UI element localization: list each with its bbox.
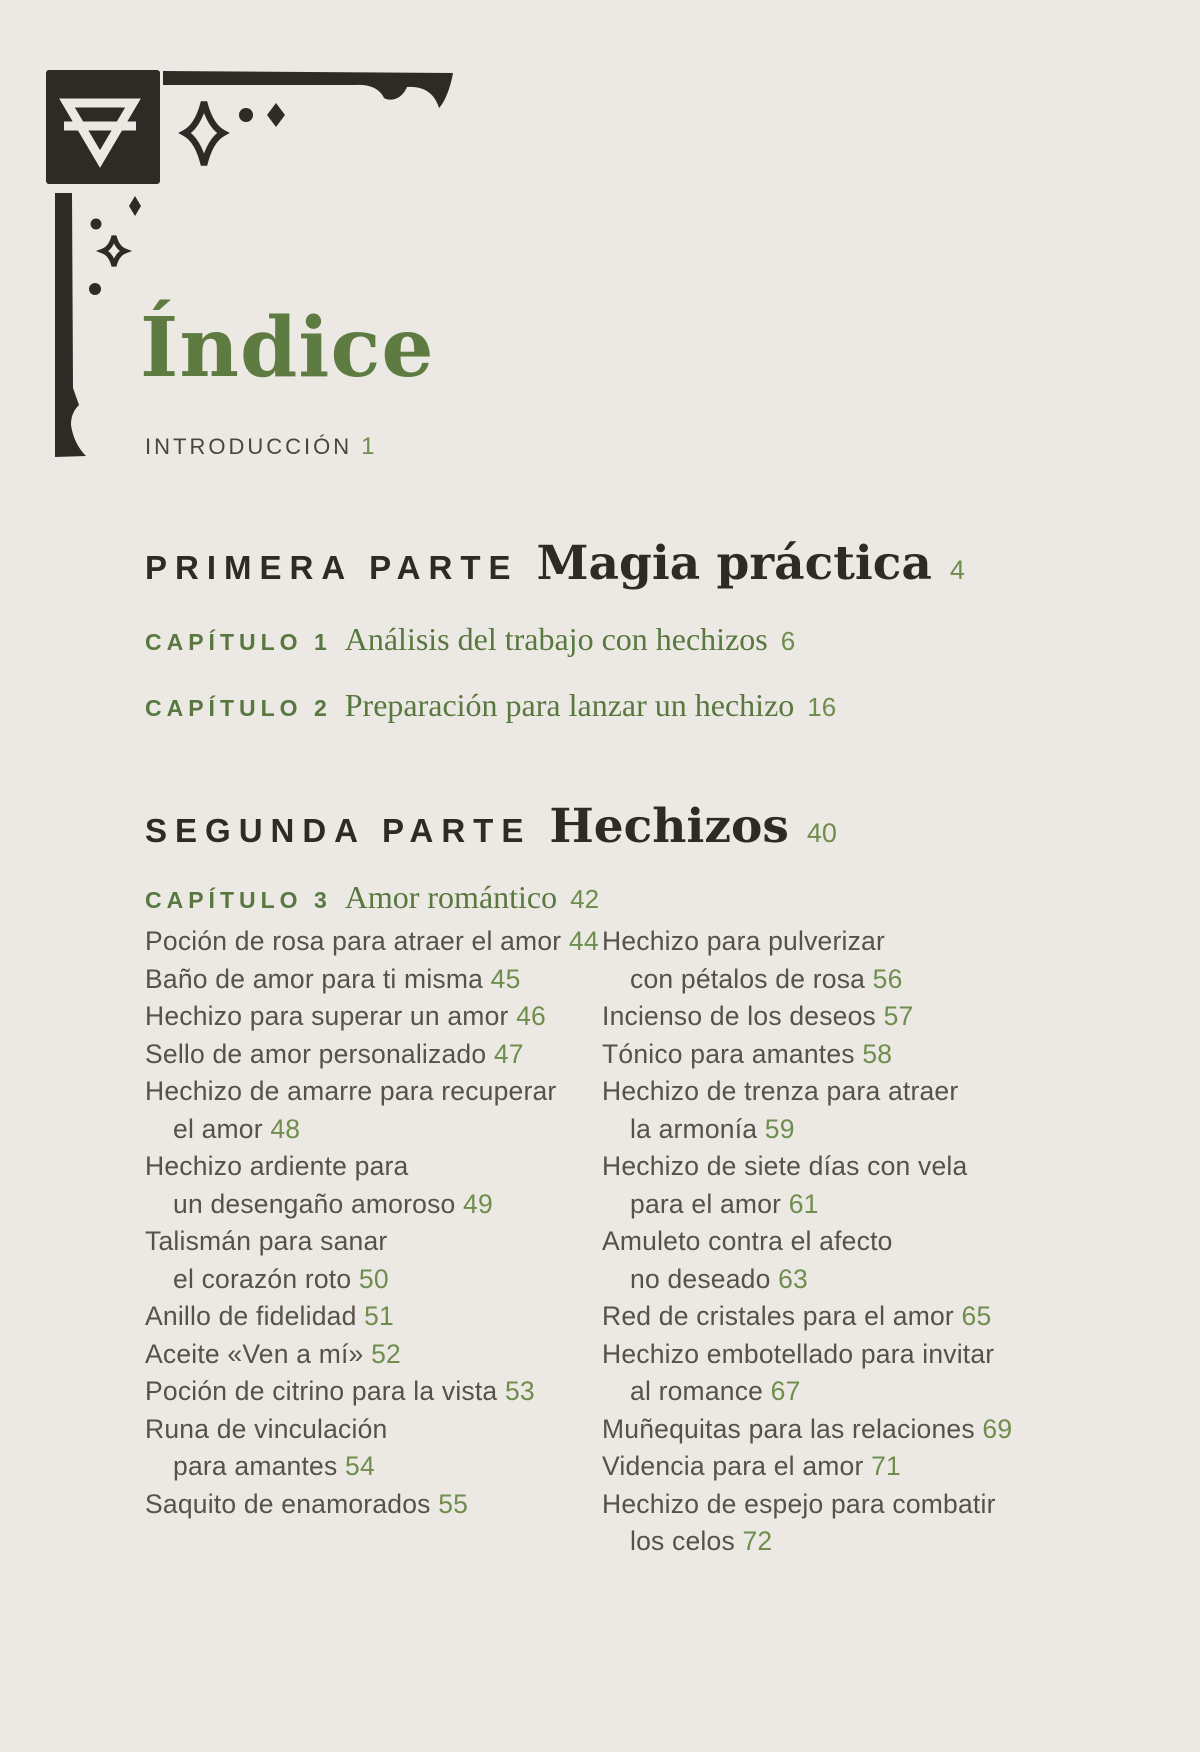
chapter-title: Análisis del trabajo con hechizos xyxy=(344,621,768,657)
toc-page-number: 59 xyxy=(764,1113,795,1144)
toc-entry-text: Aceite «Ven a mí» xyxy=(145,1338,364,1369)
toc-entry-line xyxy=(145,1036,602,1074)
toc-page-number: 53 xyxy=(504,1376,535,1406)
toc-entry-line xyxy=(602,1298,1062,1336)
border-bar-vertical xyxy=(55,193,86,457)
toc-entry-line xyxy=(602,1148,1062,1186)
toc-entry-text: Amuleto contra el afecto xyxy=(602,1226,893,1256)
toc-entry-text: Saquito de enamorados xyxy=(145,1488,431,1519)
toc-entry-text: con pétalos de rosa xyxy=(630,963,866,994)
toc-entry-text: el amor xyxy=(173,1113,263,1144)
toc-entry-text: Hechizo ardiente para xyxy=(145,1151,409,1181)
toc-entry-line xyxy=(602,998,1062,1036)
toc-entry-text: Tónico para amantes xyxy=(602,1038,855,1069)
toc-entry-line xyxy=(602,1373,1062,1411)
toc-entry-text: Hechizo embotellado para invitar xyxy=(602,1338,995,1369)
toc-entry xyxy=(145,1373,602,1411)
toc-entry-text: los celos xyxy=(630,1526,735,1556)
toc-page-number: 50 xyxy=(358,1263,389,1294)
toc-entry-text: Incienso de los deseos xyxy=(602,1001,876,1031)
toc-entry-line xyxy=(602,1036,1062,1074)
toc-entry xyxy=(145,1411,602,1486)
corner-ornament xyxy=(40,58,460,468)
page-title: Índice xyxy=(140,299,435,396)
part-page-number: 4 xyxy=(949,555,965,585)
toc-entry xyxy=(602,923,1062,998)
toc-entry-line xyxy=(145,1111,602,1149)
toc-page-number: 54 xyxy=(345,1451,375,1481)
toc-entry xyxy=(602,1298,1062,1336)
toc-page-number: 65 xyxy=(961,1301,992,1331)
toc-entry-text: la armonía xyxy=(630,1113,758,1144)
toc-entry-text: Talismán para sanar xyxy=(145,1226,388,1256)
toc-entry-text: Videncia para el amor xyxy=(602,1451,864,1481)
toc-page-number: 69 xyxy=(982,1413,1013,1444)
sparkle-icon xyxy=(103,236,125,266)
toc-page-number: 71 xyxy=(871,1451,901,1481)
chapter-row-3 xyxy=(145,879,599,916)
toc-page-number: 63 xyxy=(778,1263,808,1294)
part-heading-segunda xyxy=(145,799,837,854)
toc-page-number: 49 xyxy=(463,1188,493,1219)
toc-entry xyxy=(602,1336,1062,1411)
dot-icon xyxy=(89,283,101,295)
toc-page-number: 67 xyxy=(770,1376,801,1406)
toc-column-right xyxy=(602,923,1062,1561)
toc-entry-line xyxy=(602,1261,1062,1299)
toc-entry-line xyxy=(145,1486,602,1524)
toc-entry-text: Hechizo de amarre para recuperar xyxy=(145,1076,557,1106)
toc-entry-line xyxy=(602,961,1062,999)
toc-entry-line xyxy=(145,1373,602,1411)
diamond-icon xyxy=(267,103,285,127)
toc-entry xyxy=(602,1073,1062,1148)
toc-page-number: 47 xyxy=(493,1038,524,1069)
toc-entry xyxy=(145,1223,602,1298)
toc-entry xyxy=(602,998,1062,1036)
earth-symbol-icon xyxy=(46,70,160,184)
toc-entry xyxy=(145,998,602,1036)
toc-entry-line xyxy=(602,1186,1062,1224)
toc-entry xyxy=(145,961,602,999)
chapter-kicker: CAPÍTULO 3 xyxy=(145,887,332,913)
part-kicker: SEGUNDA PARTE xyxy=(145,812,532,849)
toc-entry-line xyxy=(145,1298,602,1336)
toc-page-number: 45 xyxy=(490,963,521,994)
toc-entry-text: Hechizo de espejo para combatir xyxy=(602,1488,996,1519)
chapter-page-number: 16 xyxy=(807,692,837,722)
toc-entry-text: Anillo de fidelidad xyxy=(145,1301,357,1331)
toc-entry xyxy=(602,1036,1062,1074)
toc-entry-line xyxy=(602,1411,1062,1449)
toc-page-number: 46 xyxy=(516,1001,546,1031)
toc-entry-text: no deseado xyxy=(630,1263,771,1294)
toc-page-number: 56 xyxy=(872,963,903,994)
toc-entry-line xyxy=(602,1486,1062,1524)
toc-entry-text: Hechizo para superar un amor xyxy=(145,1001,509,1031)
toc-entry-text: al romance xyxy=(630,1376,764,1406)
toc-entry-line xyxy=(602,923,1062,961)
toc-entry-line xyxy=(602,1111,1062,1149)
toc-page-number: 51 xyxy=(364,1301,394,1331)
part-title: Magia práctica xyxy=(536,536,932,591)
toc-entry-line xyxy=(145,1261,602,1299)
toc-entry-line xyxy=(602,1523,1062,1561)
chapter-kicker: CAPÍTULO 2 xyxy=(145,695,332,721)
toc-page-number: 44 xyxy=(568,926,599,956)
toc-column-left xyxy=(145,923,602,1523)
toc-entry-text: Poción de citrino para la vista xyxy=(145,1376,498,1406)
dot-icon xyxy=(239,108,253,122)
chapter-title: Preparación para lanzar un hechizo xyxy=(344,687,795,723)
toc-entry-text: Poción de rosa para atraer el amor xyxy=(145,926,562,956)
chapter-page-number: 6 xyxy=(780,626,796,656)
toc-entry xyxy=(145,1073,602,1148)
toc-entry xyxy=(145,923,602,961)
toc-entry-line xyxy=(145,1186,602,1224)
toc-entry-line xyxy=(145,923,602,961)
part-kicker: PRIMERA PARTE xyxy=(145,549,519,586)
intro-entry xyxy=(145,433,374,461)
toc-entry-line xyxy=(145,1148,602,1186)
toc-page-number: 58 xyxy=(862,1038,893,1069)
toc-page-number: 55 xyxy=(438,1488,469,1519)
toc-entry-text: Sello de amor personalizado xyxy=(145,1038,487,1069)
toc-entry xyxy=(145,1036,602,1074)
toc-page-number: 72 xyxy=(742,1526,773,1556)
toc-page-number: 61 xyxy=(788,1188,819,1219)
toc-entry-line xyxy=(145,1073,602,1111)
chapter-kicker: CAPÍTULO 1 xyxy=(145,629,332,655)
part-title: Hechizos xyxy=(549,799,789,854)
toc-entry-text: Baño de amor para ti misma xyxy=(145,963,484,994)
toc-entry-line xyxy=(602,1073,1062,1111)
chapter-row-1 xyxy=(145,621,795,658)
toc-entry-text: para el amor xyxy=(630,1188,782,1219)
part-page-number: 40 xyxy=(806,818,837,848)
sparkle-icon xyxy=(185,102,223,165)
toc-entry-text: Red de cristales para el amor xyxy=(602,1301,954,1331)
toc-entry-text: para amantes xyxy=(173,1451,338,1481)
chapter-title: Amor romántico xyxy=(344,879,558,915)
toc-entry-text: Hechizo de siete días con vela xyxy=(602,1151,968,1181)
toc-entry xyxy=(145,1486,602,1524)
toc-entry-line xyxy=(145,961,602,999)
toc-entry-text: el corazón roto xyxy=(173,1263,352,1294)
toc-entry xyxy=(602,1223,1062,1298)
toc-entry-text: Hechizo de trenza para atraer xyxy=(602,1076,959,1106)
toc-entry xyxy=(602,1486,1062,1561)
toc-entry-line xyxy=(145,1223,602,1261)
toc-page-number: 52 xyxy=(371,1338,401,1369)
part-heading-primera xyxy=(145,536,965,591)
toc-entry xyxy=(602,1148,1062,1223)
chapter-page-number: 42 xyxy=(570,884,600,914)
toc-page-number: 57 xyxy=(883,1001,914,1031)
toc-entry-line xyxy=(145,1336,602,1374)
toc-entry-line xyxy=(145,1411,602,1449)
toc-entry-text: Hechizo para pulverizar xyxy=(602,926,885,956)
toc-columns xyxy=(145,923,1062,1561)
toc-entry xyxy=(145,1336,602,1374)
toc-entry xyxy=(602,1411,1062,1449)
toc-entry xyxy=(602,1448,1062,1486)
intro-label: INTRODUCCIÓN xyxy=(145,434,353,459)
toc-entry-line xyxy=(602,1336,1062,1374)
toc-entry-line xyxy=(602,1223,1062,1261)
diamond-icon xyxy=(129,196,141,216)
intro-page-number: 1 xyxy=(361,433,375,460)
toc-entry-text: Runa de vinculación xyxy=(145,1413,388,1444)
toc-entry-line xyxy=(145,1448,602,1486)
toc-entry-text: un desengaño amoroso xyxy=(173,1188,456,1219)
chapter-row-2 xyxy=(145,687,836,724)
toc-page-number: 48 xyxy=(270,1113,301,1144)
toc-entry-line xyxy=(602,1448,1062,1486)
toc-entry xyxy=(145,1298,602,1336)
toc-entry xyxy=(145,1148,602,1223)
dot-icon xyxy=(91,219,102,230)
toc-entry-text: Muñequitas para las relaciones xyxy=(602,1413,975,1444)
toc-entry-line xyxy=(145,998,602,1036)
